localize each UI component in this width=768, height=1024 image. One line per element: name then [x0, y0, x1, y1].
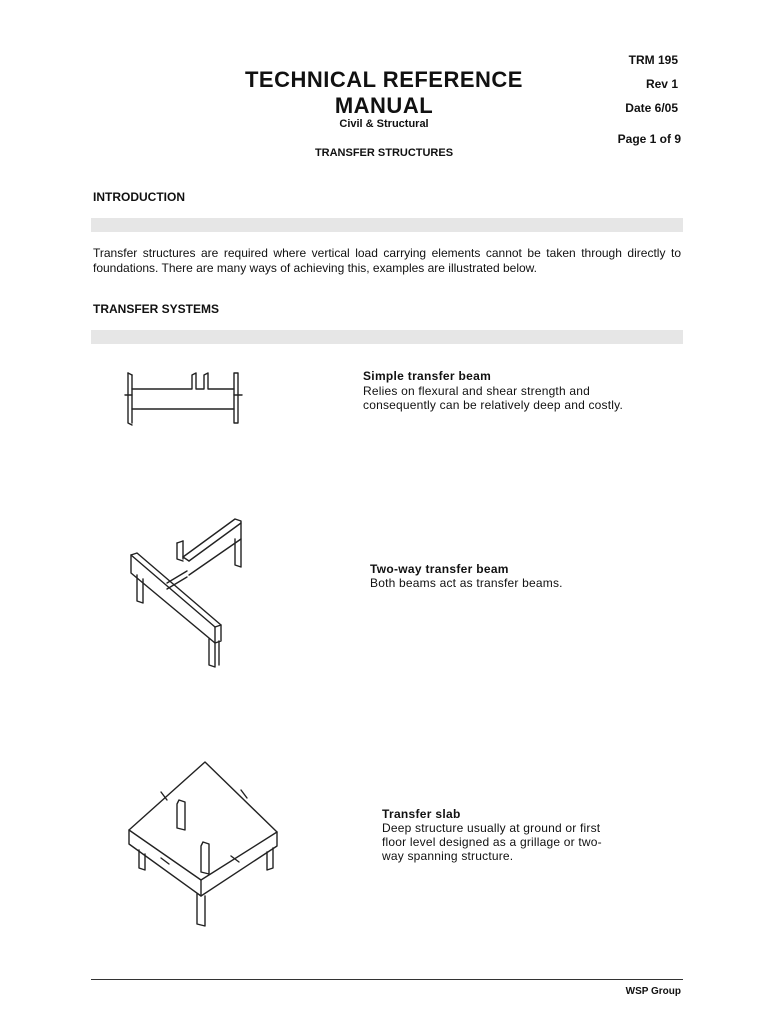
simple-transfer-beam-line1: Relies on flexural and shear strength and [363, 384, 591, 398]
subject-title: TRANSFER STRUCTURES [314, 147, 454, 159]
simple-transfer-beam-line2: consequently can be relatively deep and costly. [363, 398, 623, 412]
discipline-label: Civil & Structural [339, 118, 429, 130]
two-way-transfer-beam-title: Two-way transfer beam [370, 562, 509, 576]
introduction-divider-bar [91, 218, 683, 232]
two-way-transfer-beam-sketch-icon [125, 515, 255, 695]
manual-title-line2: MANUAL [334, 93, 434, 118]
transfer-slab-line1: Deep structure usually at ground or first [382, 821, 601, 835]
transfer-slab-title: Transfer slab [382, 807, 461, 821]
transfer-slab-line2: floor level designed as a grillage or two- [382, 835, 602, 849]
transfer-systems-divider-bar [91, 330, 683, 344]
footer-company: WSP Group [625, 986, 681, 997]
two-way-transfer-beam-line1: Both beams act as transfer beams. [370, 576, 563, 590]
introduction-body: Transfer structures are required where vertical load carrying elements cannot be taken through directly to foundations. There are many ways of achieving this, examples are illustrated below. [93, 246, 681, 275]
footer-rule [91, 979, 683, 980]
transfer-slab-sketch-icon [125, 758, 285, 938]
transfer-slab-line3: way spanning structure. [382, 849, 514, 863]
simple-transfer-beam-sketch-icon [122, 365, 252, 435]
transfer-systems-heading: TRANSFER SYSTEMS [93, 302, 220, 316]
page-number: Page 1 of 9 [617, 132, 681, 146]
introduction-heading: INTRODUCTION [93, 190, 185, 204]
simple-transfer-beam-title: Simple transfer beam [363, 369, 492, 383]
manual-title-line1: TECHNICAL REFERENCE [244, 67, 523, 92]
revision: Rev 1 [645, 77, 678, 91]
date: Date 6/05 [625, 101, 678, 115]
doc-number: TRM 195 [628, 53, 678, 67]
